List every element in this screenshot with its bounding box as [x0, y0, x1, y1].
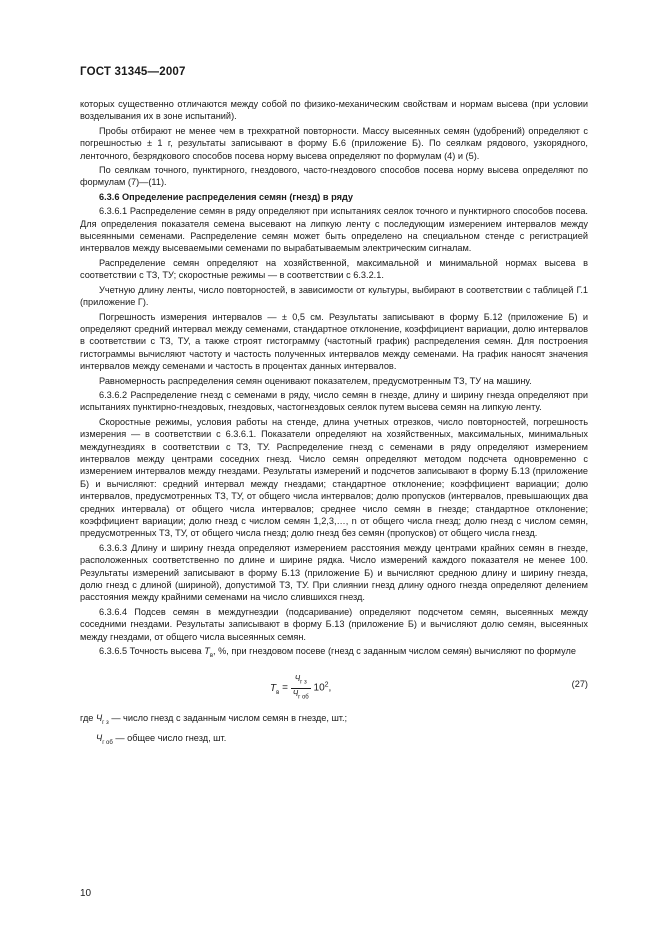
section-heading: 6.3.6 Определение распределения семян (гнезд) в ряду	[99, 191, 354, 202]
legend-item: где $Ч_{г з}$ — число гнезд с заданным числом семян в гнезде, шт.;	[80, 713, 348, 727]
paragraph: Скоростные режимы, условия работы на стенде, длина учетных отрезков, число повторностей, погрешность измерения — в соответствии с 6.3.6.1. Показатели определяют на хозяйственных, максимальных, минимальных междугнездиях в соответствии с ТЗ, ТУ. Распределение гнезд с семенами в ряду определяют измерением интервалов между центрами соседних гнезд. Число семян определяют методом подсчета одновременно с измерением интервалов между гнездами. Результаты измерений и подсчетов записывают в форму Б.13 (приложение Б) и вычисляют: средний интервал между гнездами; стандартное отклонение; коэффициент вариации; долю интервалов, предусмотренных ТЗ, ТУ, от общего числа интервалов; долю пропусков (интервалов, превышающих два средних интервала) от общего числа интервалов; среднее число семян в гнезде; стандартное отклонение; коэффициент вариации; долю гнезд с числом семян 1,2,3,…, n от общего числа гнезд; долю гнезд с числом семян, предусмотренных ТЗ, ТУ, от общего числа гнезд; долю гнезд без семян (пропусков) от общего числа гнезд.	[80, 416, 588, 539]
formula-number: (27)	[571, 679, 588, 690]
paragraph: 6.3.6.4 Подсев семян в междугнездии (подсаривание) определяют подсчетом семян, высеянных между соседними гнездами. Результаты записывают в форму Б.13 (приложение Б) и вычисляют долю семян, высеянных между гнездами, от общего числа высеянных семян.	[80, 606, 588, 642]
formula-fraction: $\frac{Ч_{г з}}{Ч_{г об}}$	[292, 674, 309, 701]
standard-title: ГОСТ 31345—2007	[80, 66, 186, 78]
formula-legend	[80, 712, 588, 748]
document-body	[80, 98, 588, 751]
formula-27	[80, 666, 588, 706]
paragraph: которых существенно отличаются между собой по физико-механическим свойствам и нормам высева (при условии возделывания их в зоне испытаний).	[80, 99, 588, 122]
paragraph: 6.3.6.3 Длину и ширину гнезда определяют измерением расстояния между центрами крайних семян в гнезде, расположенных соответственно по длине и ширине рядка. Число измерений каждого показателя не менее 100. Результаты измерений записывают в форму Б.13 (приложение Б) и вычисляют среднюю длину и ширину гнезда, долю гнезд с длиной (шириной), допустимой ТЗ, ТУ. При слиянии гнезд длину одного гнезда определяют делением расстояния между крайними семенами на число слившихся гнезд.	[80, 542, 588, 603]
paragraph: Равномерность распределения семян оценивают показателем, предусмотренным ТЗ, ТУ на машину.	[99, 375, 532, 386]
paragraph: 6.3.6.1 Распределение семян в ряду определяют при испытаниях сеялок точного и пунктирного способов посева. Для определения показателя семена высевают на липкую ленту с последующим измерением интервалов между высеянными семенами. Распределение семян может быть определено на специальном стенде с регистрацией интервалов между высеваемыми семенами по вырабатываемым электрическим сигналам.	[80, 206, 588, 254]
paragraph: Распределение семян определяют на хозяйственной, максимальной и минимальной нормах высева в соответствии с ТЗ, ТУ; скоростные режимы — в соответствии с 6.3.2.1.	[80, 257, 588, 281]
paragraph: 6.3.6.2 Распределение гнезд с семенами в ряду, число семян в гнезде, длину и ширину гнезда определяют при испытаниях пунктирно-гнездовых, гнездовых, частогнездовых сеялок путем высева семян на липкую ленту.	[80, 389, 588, 413]
page-number: 10	[80, 888, 92, 899]
paragraph: Погрешность измерения интервалов — ± 0,5 см. Результаты записывают в форму Б.12 (приложение Б) и определяют средний интервал между семенами, стандартное отклонение, коэффициент вариации, долю интервалов в соответствии с ТЗ, ТУ, а также строят гистограмму (частотный график) распределения семян. Для построения гистограммы вычисляют частоту и частость полученных интервалов между семенами. На график наносят значения интервалов между семенами и частость в процентах данных интервалов.	[80, 311, 588, 372]
legend-item: $Ч_{г об}$ — общее число гнезд, шт.	[96, 732, 227, 746]
formula-expression: $Т_в$ = $\frac{Ч_{г з}}{Ч_{г об}}$ $10^2$,	[270, 674, 332, 701]
paragraph: 6.3.6.5 Точность высева $Т_в$, %, при гнездовом посеве (гнезд с заданным числом семян) вычисляют по формуле	[99, 646, 576, 659]
paragraph: Учетную длину ленты, число повторностей, в зависимости от культуры, выбирают в соответствии с таблицей Г.1 (приложение Г).	[80, 284, 588, 308]
paragraph: Пробы отбирают не менее чем в трехкратной повторности. Массу высеянных семян (удобрений) определяют с погрешностью ± 1 г, результаты записывают в форму Б.6 (приложение Б). По сеялкам рядового, узкорядного, ленточного, безрядкового способов посева норму высева определяют по формулам (4) и (5).	[80, 125, 588, 161]
paragraph: По сеялкам точного, пунктирного, гнездового, часто-гнездового способов посева норму высева определяют по формулам (7)—(11).	[80, 165, 588, 188]
